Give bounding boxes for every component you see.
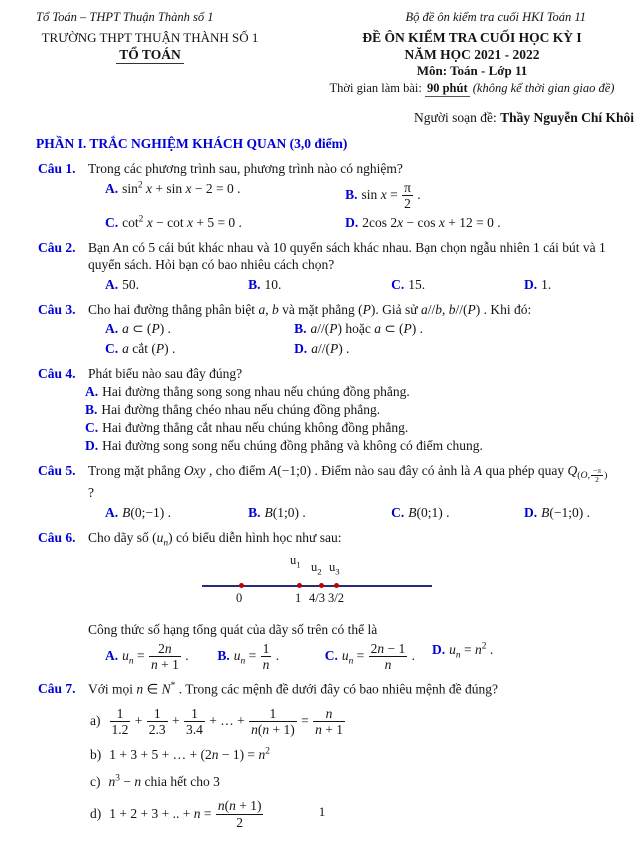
option-d: D. 2cos 2x − cos x + 12 = 0 . — [345, 214, 501, 230]
option-b: B. $u_n$ = $\frac{1}{n}$ . — [217, 640, 280, 673]
header-note-right: Bộ đề ôn kiểm tra cuối HKI Toán 11 — [405, 10, 586, 24]
option-a: A. Hai đường thẳng song song nhau nếu chúng đồng phẳng. — [85, 384, 410, 400]
statement-d: d) 1 + 2 + 3 + .. + n = $\frac{n(n + 1)}{2}$ — [90, 798, 262, 830]
option-d: D. a//(P) . — [294, 341, 350, 357]
header-notes — [0, 10, 644, 26]
question-2 — [0, 240, 644, 294]
tick-label-4-3: 4/3 — [309, 591, 325, 606]
question-6-subtext: Công thức số hạng tổng quát của dãy số trên có thể là — [88, 622, 378, 638]
duration-note: (không kể thời gian giao đề) — [469, 80, 615, 95]
tick-label-0: 0 — [236, 591, 243, 606]
author-line — [0, 110, 644, 127]
statement-b: b) 1 + 3 + 5 + … + $(2n - 1) = n^2$ — [90, 746, 270, 763]
question-4 — [0, 366, 644, 454]
number-line — [202, 585, 432, 587]
point-label-u1: $u_1$ — [290, 553, 301, 570]
option-c: C. $u_n$ = $\frac{2n - 1}{n}$ . — [324, 640, 416, 673]
exam-block — [300, 30, 644, 97]
option-d: D. $u_n = n^2$ . — [432, 641, 494, 662]
school-block — [0, 30, 300, 97]
question-2-text: Bạn An có 5 cái bút khác nhau và 10 quyển sách khác nhau. Bạn chọn ngẫu nhiên 1 cái bút và 1 quyển sách. Hỏi bạn có bao nhiêu cách chọn? — [88, 239, 606, 272]
question-4-text: Phát biểu nào sau đây đúng? — [88, 366, 243, 382]
option-a: A. 50. — [105, 276, 139, 292]
duration-value: 90 phút — [426, 80, 468, 95]
question-1 — [0, 161, 644, 232]
question-4-options — [85, 384, 644, 455]
point-dot-3 — [334, 583, 339, 588]
question-5-options — [105, 505, 616, 522]
option-c: C. a cắt (P) . — [105, 341, 176, 357]
subject-line: Môn: Toán - Lớp 11 — [416, 63, 528, 79]
tick-label-3-2: 3/2 — [328, 591, 344, 606]
school-year: NĂM HỌC 2021 - 2022 — [404, 46, 540, 62]
author-prefix: Người soạn đề: — [414, 110, 501, 126]
department-name: TỔ TOÁN — [0, 47, 300, 64]
question-3-text: Cho hai đường thẳng phân biệt a, b và mặt phẳng (P). Giả sử a//b, b//(P) . Khi đó: — [88, 301, 532, 317]
school-name: TRƯỜNG THPT THUẬN THÀNH SỐ 1 — [41, 29, 259, 45]
option-c: C. $\cot^2 x - \cot x + 5 = 0$ . — [105, 214, 242, 231]
duration-prefix: Thời gian làm bài: — [329, 80, 425, 95]
part1-heading: PHẦN I. TRẮC NGHIỆM KHÁCH QUAN (3,0 điểm) — [36, 136, 348, 152]
option-a: A. $u_n$ = $\frac{2n}{n + 1}$ . — [105, 640, 189, 673]
duration-line — [300, 81, 644, 97]
question-1-label: Câu 1. — [38, 161, 76, 176]
question-7-text: Với mọi n ∈ N* . Trong các mệnh đề dưới đây có bao nhiêu mệnh đề đúng? — [88, 680, 499, 697]
option-a: A. a ⊂ (P) . — [105, 321, 171, 337]
option-d: D. B(−1;0) . — [524, 504, 590, 520]
option-b: B. 10. — [248, 276, 282, 292]
option-b: B. sin x = $\frac{\pi}{2}$ . — [345, 179, 421, 212]
question-3 — [0, 302, 644, 359]
option-b: B. B(1;0) . — [248, 504, 306, 520]
author-name: Thầy Nguyễn Chí Khôi — [500, 110, 634, 126]
point-dot-1 — [297, 583, 302, 588]
option-b: B. a//(P) hoặc a ⊂ (P) . — [294, 321, 423, 337]
header-note-left: Tổ Toán – THPT Thuận Thành số 1 — [36, 10, 214, 24]
question-5-label: Câu 5. — [38, 462, 76, 478]
number-line-figure — [202, 554, 432, 610]
page-number: 1 — [318, 803, 326, 819]
option-d: D. 1. — [524, 276, 552, 292]
point-dot-2 — [319, 583, 324, 588]
statement-a: a) $\frac{1}{1.2}$ + $\frac{1}{2.3}$ + $\frac{1}{3.4}$ + … + $\frac{1}{n(n + 1)}$ = $\frac{n}{n + 1}$ — [90, 706, 343, 738]
question-6 — [0, 530, 644, 673]
question-5 — [0, 463, 644, 522]
question-1-options — [105, 181, 616, 232]
point-label-u2: $u_2$ — [311, 560, 322, 577]
point-dot-0 — [239, 583, 244, 588]
option-d: D. Hai đường song song nếu chúng đồng phẳng và không có điểm chung. — [85, 437, 483, 453]
question-4-label: Câu 4. — [38, 366, 76, 382]
option-a: A. $\sin^2 x + \sin x - 2 = 0$ . — [105, 180, 241, 197]
question-1-text: Trong các phương trình sau, phương trình nào có nghiệm? — [88, 161, 403, 176]
option-b: B. Hai đường thẳng chéo nhau nếu chúng đồng phẳng. — [85, 401, 381, 417]
point-label-u3: $u_3$ — [329, 560, 340, 577]
statement-c: c) $n^3 - n$ chia hết cho 3 — [90, 773, 220, 789]
question-6-options — [105, 642, 616, 673]
question-6-text: Cho dãy số $(u_n)$ có biểu diễn hình học như sau: — [88, 529, 342, 549]
option-c: C. B(0;1) . — [391, 504, 450, 520]
question-3-options — [105, 321, 616, 358]
header-main — [0, 30, 644, 97]
question-2-options — [105, 277, 616, 294]
option-c: C. 15. — [391, 276, 426, 292]
question-5-text: Trong mặt phẳng Oxy , cho điểm A(−1;0) . Điểm nào sau đây có ảnh là A qua phép quay $Q_{(O, \frac{-\pi}{2} )}$ ? — [88, 462, 608, 500]
exam-title: ĐỀ ÔN KIỂM TRA CUỐI HỌC KỲ I — [362, 29, 582, 45]
question-6-label: Câu 6. — [38, 529, 76, 545]
tick-label-1: 1 — [295, 591, 302, 606]
question-3-label: Câu 3. — [38, 301, 76, 317]
question-2-label: Câu 2. — [38, 239, 76, 255]
option-c: C. Hai đường thẳng cắt nhau nếu chúng không đồng phẳng. — [85, 419, 409, 435]
question-7-label: Câu 7. — [38, 680, 76, 696]
option-a: A. B(0;−1) . — [105, 504, 171, 520]
